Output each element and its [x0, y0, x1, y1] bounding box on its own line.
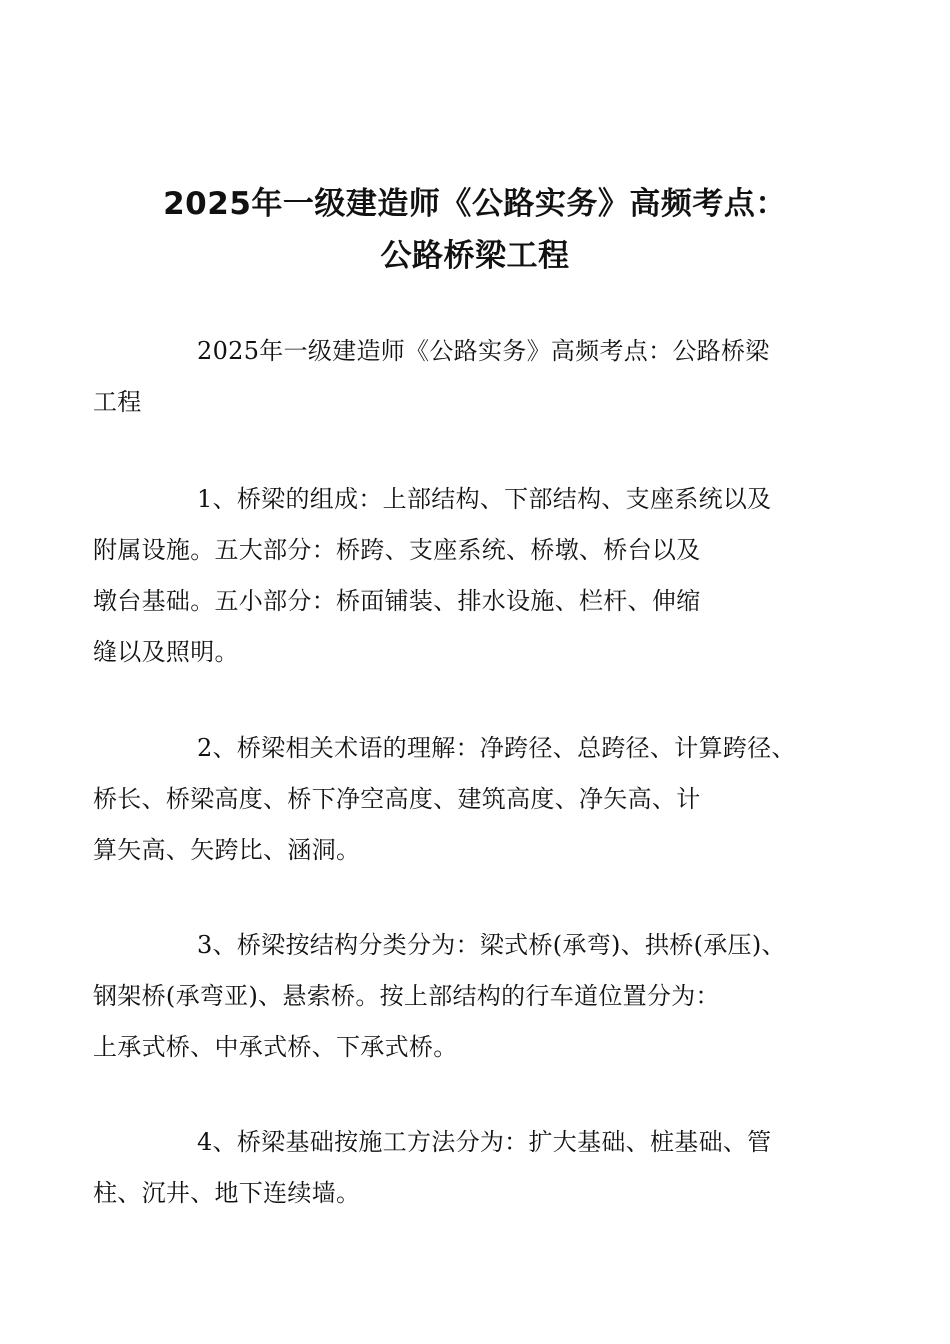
paragraph-line: 1、桥梁的组成：上部结构、下部结构、支座系统以及: [197, 485, 772, 513]
point-1-paragraph: [93, 474, 807, 678]
point-4-paragraph: [93, 1117, 807, 1219]
point-2-paragraph: [93, 723, 807, 876]
paragraph-line: 工程: [93, 388, 142, 416]
paragraph-line: 桥长、桥梁高度、桥下净空高度、建筑高度、净矢高、计: [93, 785, 701, 813]
paragraph-line: 算矢高、矢跨比、涵洞。: [93, 836, 361, 864]
paragraph-line: 缝以及照明。: [93, 638, 239, 666]
paragraph-line: 柱、沉井、地下连续墙。: [93, 1179, 361, 1207]
paragraph-line: 钢架桥(承弯亚)、悬索桥。按上部结构的行车道位置分为：: [93, 982, 720, 1010]
title-line-2: 公路桥梁工程: [380, 238, 570, 274]
paragraph-line: 2025年一级建造师《公路实务》高频考点：公路桥梁: [197, 337, 770, 365]
title-line-1: 2025年一级建造师《公路实务》高频考点：: [163, 186, 787, 222]
point-3-paragraph: [93, 920, 807, 1073]
paragraph-line: 3、桥梁按结构分类分为：梁式桥(承弯)、拱桥(承压)、: [197, 931, 786, 959]
paragraph-line: 2、桥梁相关术语的理解：净跨径、总跨径、计算跨径、: [197, 734, 796, 762]
intro-paragraph: [93, 326, 807, 428]
paragraph-line: 上承式桥、中承式桥、下承式桥。: [93, 1033, 458, 1061]
paragraph-line: 4、桥梁基础按施工方法分为：扩大基础、桩基础、管: [197, 1128, 772, 1156]
paragraph-line: 附属设施。五大部分：桥跨、支座系统、桥墩、桥台以及: [93, 536, 701, 564]
document-title: [100, 178, 850, 282]
paragraph-line: 墩台基础。五小部分：桥面铺装、排水设施、栏杆、伸缩: [93, 587, 701, 615]
